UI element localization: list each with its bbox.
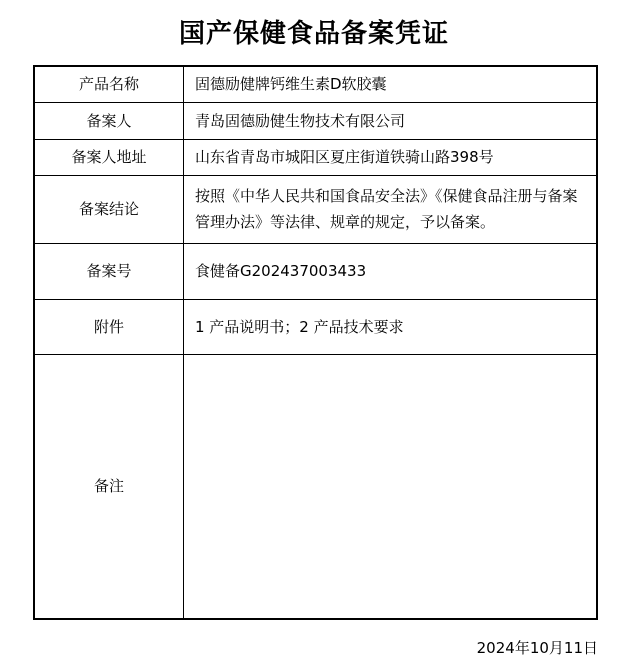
registrant-value: 青岛固德励健生物技术有限公司 [184,102,598,139]
filing-number-value: 食健备G202437003433 [184,243,598,299]
registrant-label: 备案人 [34,102,184,139]
remarks-label: 备注 [34,354,184,619]
table-row [34,175,597,243]
attachments-label: 附件 [34,299,184,354]
table-row [34,299,597,354]
filing-conclusion-value: 按照《中华人民共和国食品安全法》《保健食品注册与备案管理办法》等法律、规章的规定，予以备案。 [184,175,598,243]
certificate-table [33,65,598,620]
filing-number-label: 备案号 [34,243,184,299]
attachments-value: 1 产品说明书；2 产品技术要求 [184,299,598,354]
table-row [34,139,597,175]
product-name-label: 产品名称 [34,66,184,102]
table-row [34,66,597,102]
product-name-value: 固德励健牌钙维生素D软胶囊 [184,66,598,102]
registrant-address-value: 山东省青岛市城阳区夏庄街道铁骑山路398号 [184,139,598,175]
document-title: 国产保健食品备案凭证 [178,19,449,49]
table-row [34,354,597,619]
filing-conclusion-label: 备案结论 [34,175,184,243]
remarks-value [184,354,598,619]
table-row [34,102,597,139]
registrant-address-label: 备案人地址 [34,139,184,175]
issue-date: 2024年10月11日 [476,639,598,657]
table-row [34,243,597,299]
